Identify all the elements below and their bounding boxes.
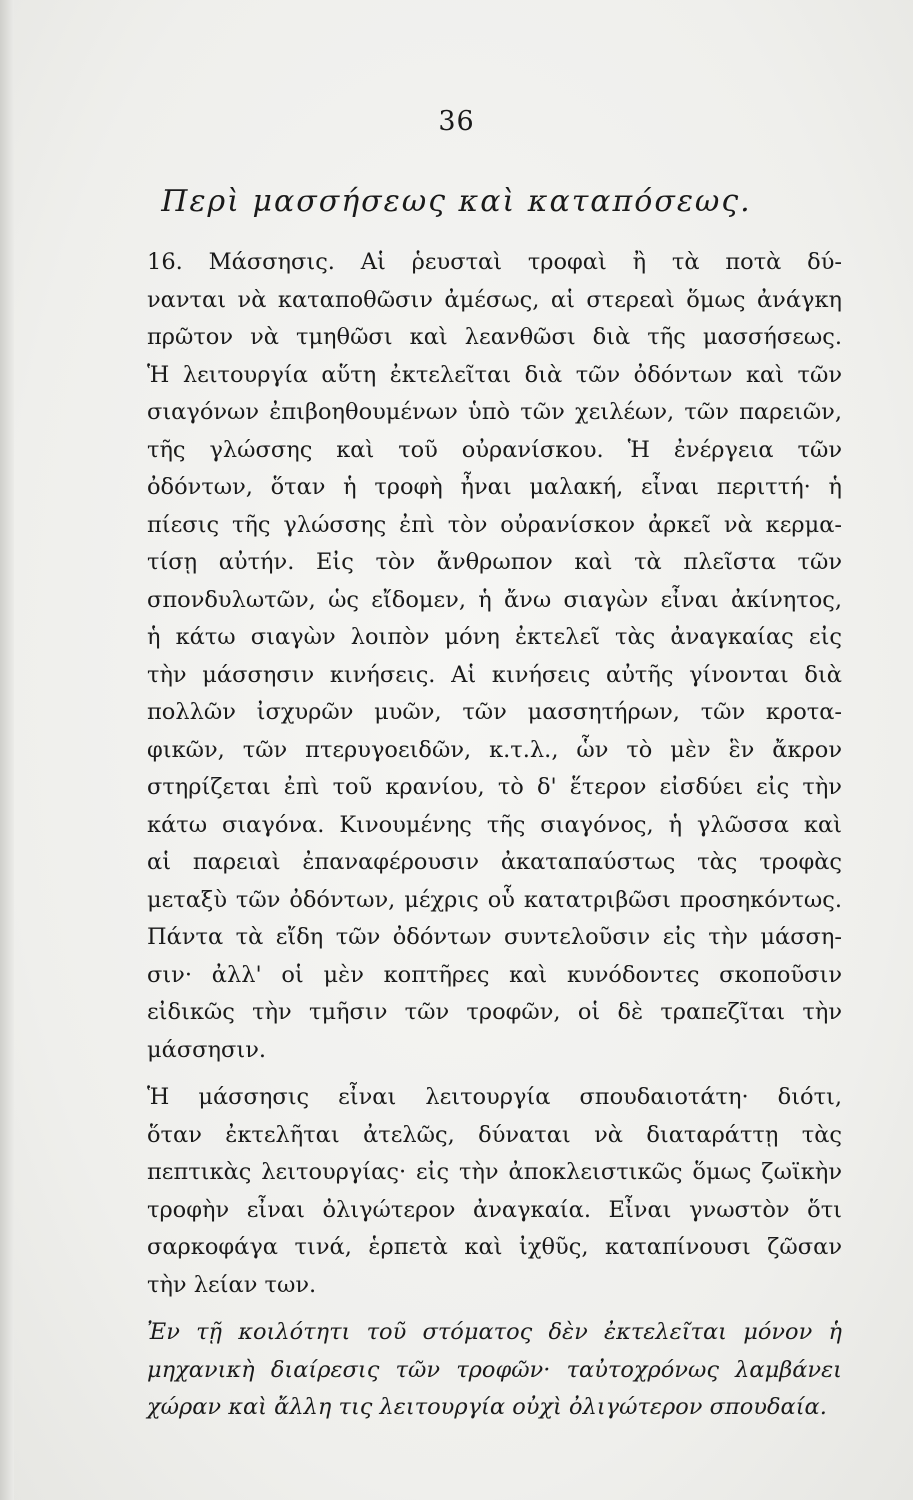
page-binding-shadow (0, 0, 14, 1500)
page-number: 36 (438, 106, 475, 137)
paragraph-1 (147, 244, 842, 1069)
text-line: χώραν καὶ ἄλλη τις λειτουργία οὐχὶ ὀλιγώτερον σπουδαία. (147, 1394, 827, 1420)
text-line: πίεσις τῆς γλώσσης ἐπὶ τὸν οὐρανίσκον ἀρκεῖ νὰ κερμα- (147, 511, 842, 538)
text-line: φικῶν, τῶν πτερυγοειδῶν, κ.τ.λ., ὧν τὸ μὲν ἓν ἄκρον (147, 736, 842, 763)
text-line: πολλῶν ἰσχυρῶν μυῶν, τῶν μασσητήρων, τῶν κροτα- (147, 699, 842, 725)
paragraph-2 (147, 1079, 842, 1304)
section-heading: Περὶ μασσήσεως καὶ καταπόσεως. (161, 184, 752, 219)
text-line: ὅταν ἐκτελῆται ἀτελῶς, δύναται νὰ διαταράττῃ τὰς (147, 1121, 842, 1148)
text-line: τροφὴν εἶναι ὀλιγώτερον ἀναγκαία. Εἶναι γνωστὸν ὅτι (147, 1196, 842, 1223)
text-line: σπονδυλωτῶν, ὡς εἴδομεν, ἡ ἄνω σιαγὼν εἶναι ἀκίνητος, (147, 586, 842, 613)
text-line: ἡ κάτω σιαγὼν λοιπὸν μόνη ἐκτελεῖ τὰς ἀναγκαίας εἰς (147, 624, 842, 650)
text-line: 16. Μάσσησις. Αἱ ῥευσταὶ τροφαὶ ἢ τὰ ποτὰ δύ- (147, 249, 842, 275)
text-line: μηχανικὴ διαίρεσις τῶν τροφῶν· ταὐτοχρόνως λαμβάνει (147, 1356, 842, 1383)
text-line: νανται νὰ καταποθῶσιν ἀμέσως, αἱ στερεαὶ ὅμως ἀνάγκη (147, 286, 842, 313)
text-line: σαρκοφάγα τινά, ἑρπετὰ καὶ ἰχθῦς, καταπίνουσι ζῶσαν (147, 1234, 842, 1260)
text-line: Πάντα τὰ εἴδη τῶν ὀδόντων συντελοῦσιν εἰς τὴν μάσση- (147, 924, 842, 950)
paragraph-spacer (147, 1069, 842, 1079)
text-line: κάτω σιαγόνα. Κινουμένης τῆς σιαγόνος, ἡ γλῶσσα καὶ (147, 811, 842, 838)
text-line: Ἡ μάσσησις εἶναι λειτουργία σπουδαιοτάτη· διότι, (147, 1084, 842, 1110)
text-line: τὴν λείαν των. (147, 1271, 317, 1298)
text-line: αἱ παρειαὶ ἐπαναφέρουσιν ἀκαταπαύστως τὰς τροφὰς (147, 849, 842, 875)
text-line: σιν· ἀλλ' οἱ μὲν κοπτῆρες καὶ κυνόδοντες σκοποῦσιν (147, 961, 842, 988)
text-line: τὴν μάσσησιν κινήσεις. Αἱ κινήσεις αὐτῆς γίνονται διὰ (147, 661, 842, 688)
text-line: Ἡ λειτουργία αὕτη ἐκτελεῖται διὰ τῶν ὀδόντων καὶ τῶν (147, 361, 842, 388)
text-line: ὀδόντων, ὅταν ἡ τροφὴ ἦναι μαλακή, εἶναι περιττή· ἡ (147, 474, 842, 500)
text-line: πρῶτον νὰ τμηθῶσι καὶ λεανθῶσι διὰ τῆς μασσήσεως. (147, 324, 842, 350)
body-text (147, 244, 842, 1427)
text-line: Ἐν τῇ κοιλότητι τοῦ στόματος δὲν ἐκτελεῖται μόνον ἡ (147, 1319, 842, 1345)
text-line: σιαγόνων ἐπιβοηθουμένων ὑπὸ τῶν χειλέων, τῶν παρειῶν, (147, 399, 842, 425)
text-line: στηρίζεται ἐπὶ τοῦ κρανίου, τὸ δ' ἕτερον εἰσδύει εἰς τὴν (147, 774, 842, 800)
text-line: μάσσησιν. (147, 1036, 267, 1063)
paragraph-spacer (147, 1304, 842, 1314)
text-line: εἰδικῶς τὴν τμῆσιν τῶν τροφῶν, οἱ δὲ τραπεζῖται τὴν (147, 999, 842, 1025)
text-line: τῆς γλώσσης καὶ τοῦ οὐρανίσκου. Ἡ ἐνέργεια τῶν (147, 436, 842, 463)
paragraph-3 (147, 1314, 842, 1427)
text-line: πεπτικὰς λειτουργίας· εἰς τὴν ἀποκλειστικῶς ὅμως ζωϊκὴν (147, 1159, 842, 1185)
text-line: τίσῃ αὐτήν. Εἰς τὸν ἄνθρωπον καὶ τὰ πλεῖστα τῶν (147, 549, 842, 575)
text-line: μεταξὺ τῶν ὀδόντων, μέχρις οὗ κατατριβῶσι προσηκόντως. (147, 886, 842, 913)
